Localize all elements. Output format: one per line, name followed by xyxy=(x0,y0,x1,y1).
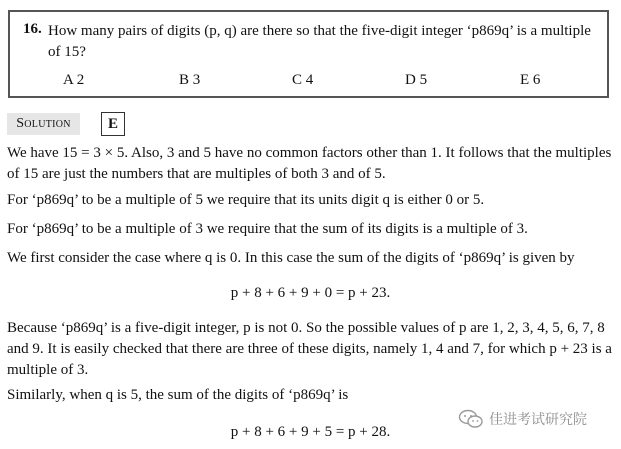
option-e: E 6 xyxy=(520,72,541,88)
paragraph-multiple-of-3: For ‘p869q’ to be a multiple of 3 we require that the sum of its digits is a multiple of 3. xyxy=(7,221,528,237)
equation-q5: p + 8 + 6 + 9 + 5 = p + 28. xyxy=(230,424,391,440)
paragraph-multiple-of-5: For ‘p869q’ to be a multiple of 5 we require that its units digit q is either 0 or 5. xyxy=(7,192,485,208)
question-number: 16. xyxy=(23,21,42,37)
question-box xyxy=(8,10,609,98)
paragraph-factors: We have 15 = 3 × 5. Also, 3 and 5 have no common factors other than 1. It follows that the multiples of 15 are just the numbers that are multiples of both 3 and of 5. xyxy=(7,145,612,182)
paragraph-case-q5: Similarly, when q is 5, the sum of the digits of ‘p869q’ is xyxy=(7,387,349,403)
solution-label: Solution xyxy=(7,113,80,135)
option-b: B 3 xyxy=(179,72,201,88)
solution-answer-box: E xyxy=(101,112,125,136)
option-d: D 5 xyxy=(405,72,428,88)
question-text: How many pairs of digits (p, q) are there so that the five-digit integer ‘p869q’ is a multiple of 15? xyxy=(48,23,591,60)
option-a: A 2 xyxy=(63,72,85,88)
watermark xyxy=(458,409,587,429)
paragraph-case-q0: We first consider the case where q is 0. In this case the sum of the digits of ‘p869q’ is given by xyxy=(7,250,575,266)
equation-q0: p + 8 + 6 + 9 + 0 = p + 23. xyxy=(230,285,391,301)
watermark-text: 佳进考试研究院 xyxy=(489,412,587,428)
paragraph-possible-p: Because ‘p869q’ is a five-digit integer, p is not 0. So the possible values of p are 1, 2, 3, 4, 5, 6, 7, 8 and 9. It is easily checked that there are three of these digits, namely 1, 4 and 7, for which p + 23 is a multiple of 3. xyxy=(7,320,612,378)
wechat-icon xyxy=(458,409,484,429)
option-c: C 4 xyxy=(292,72,314,88)
